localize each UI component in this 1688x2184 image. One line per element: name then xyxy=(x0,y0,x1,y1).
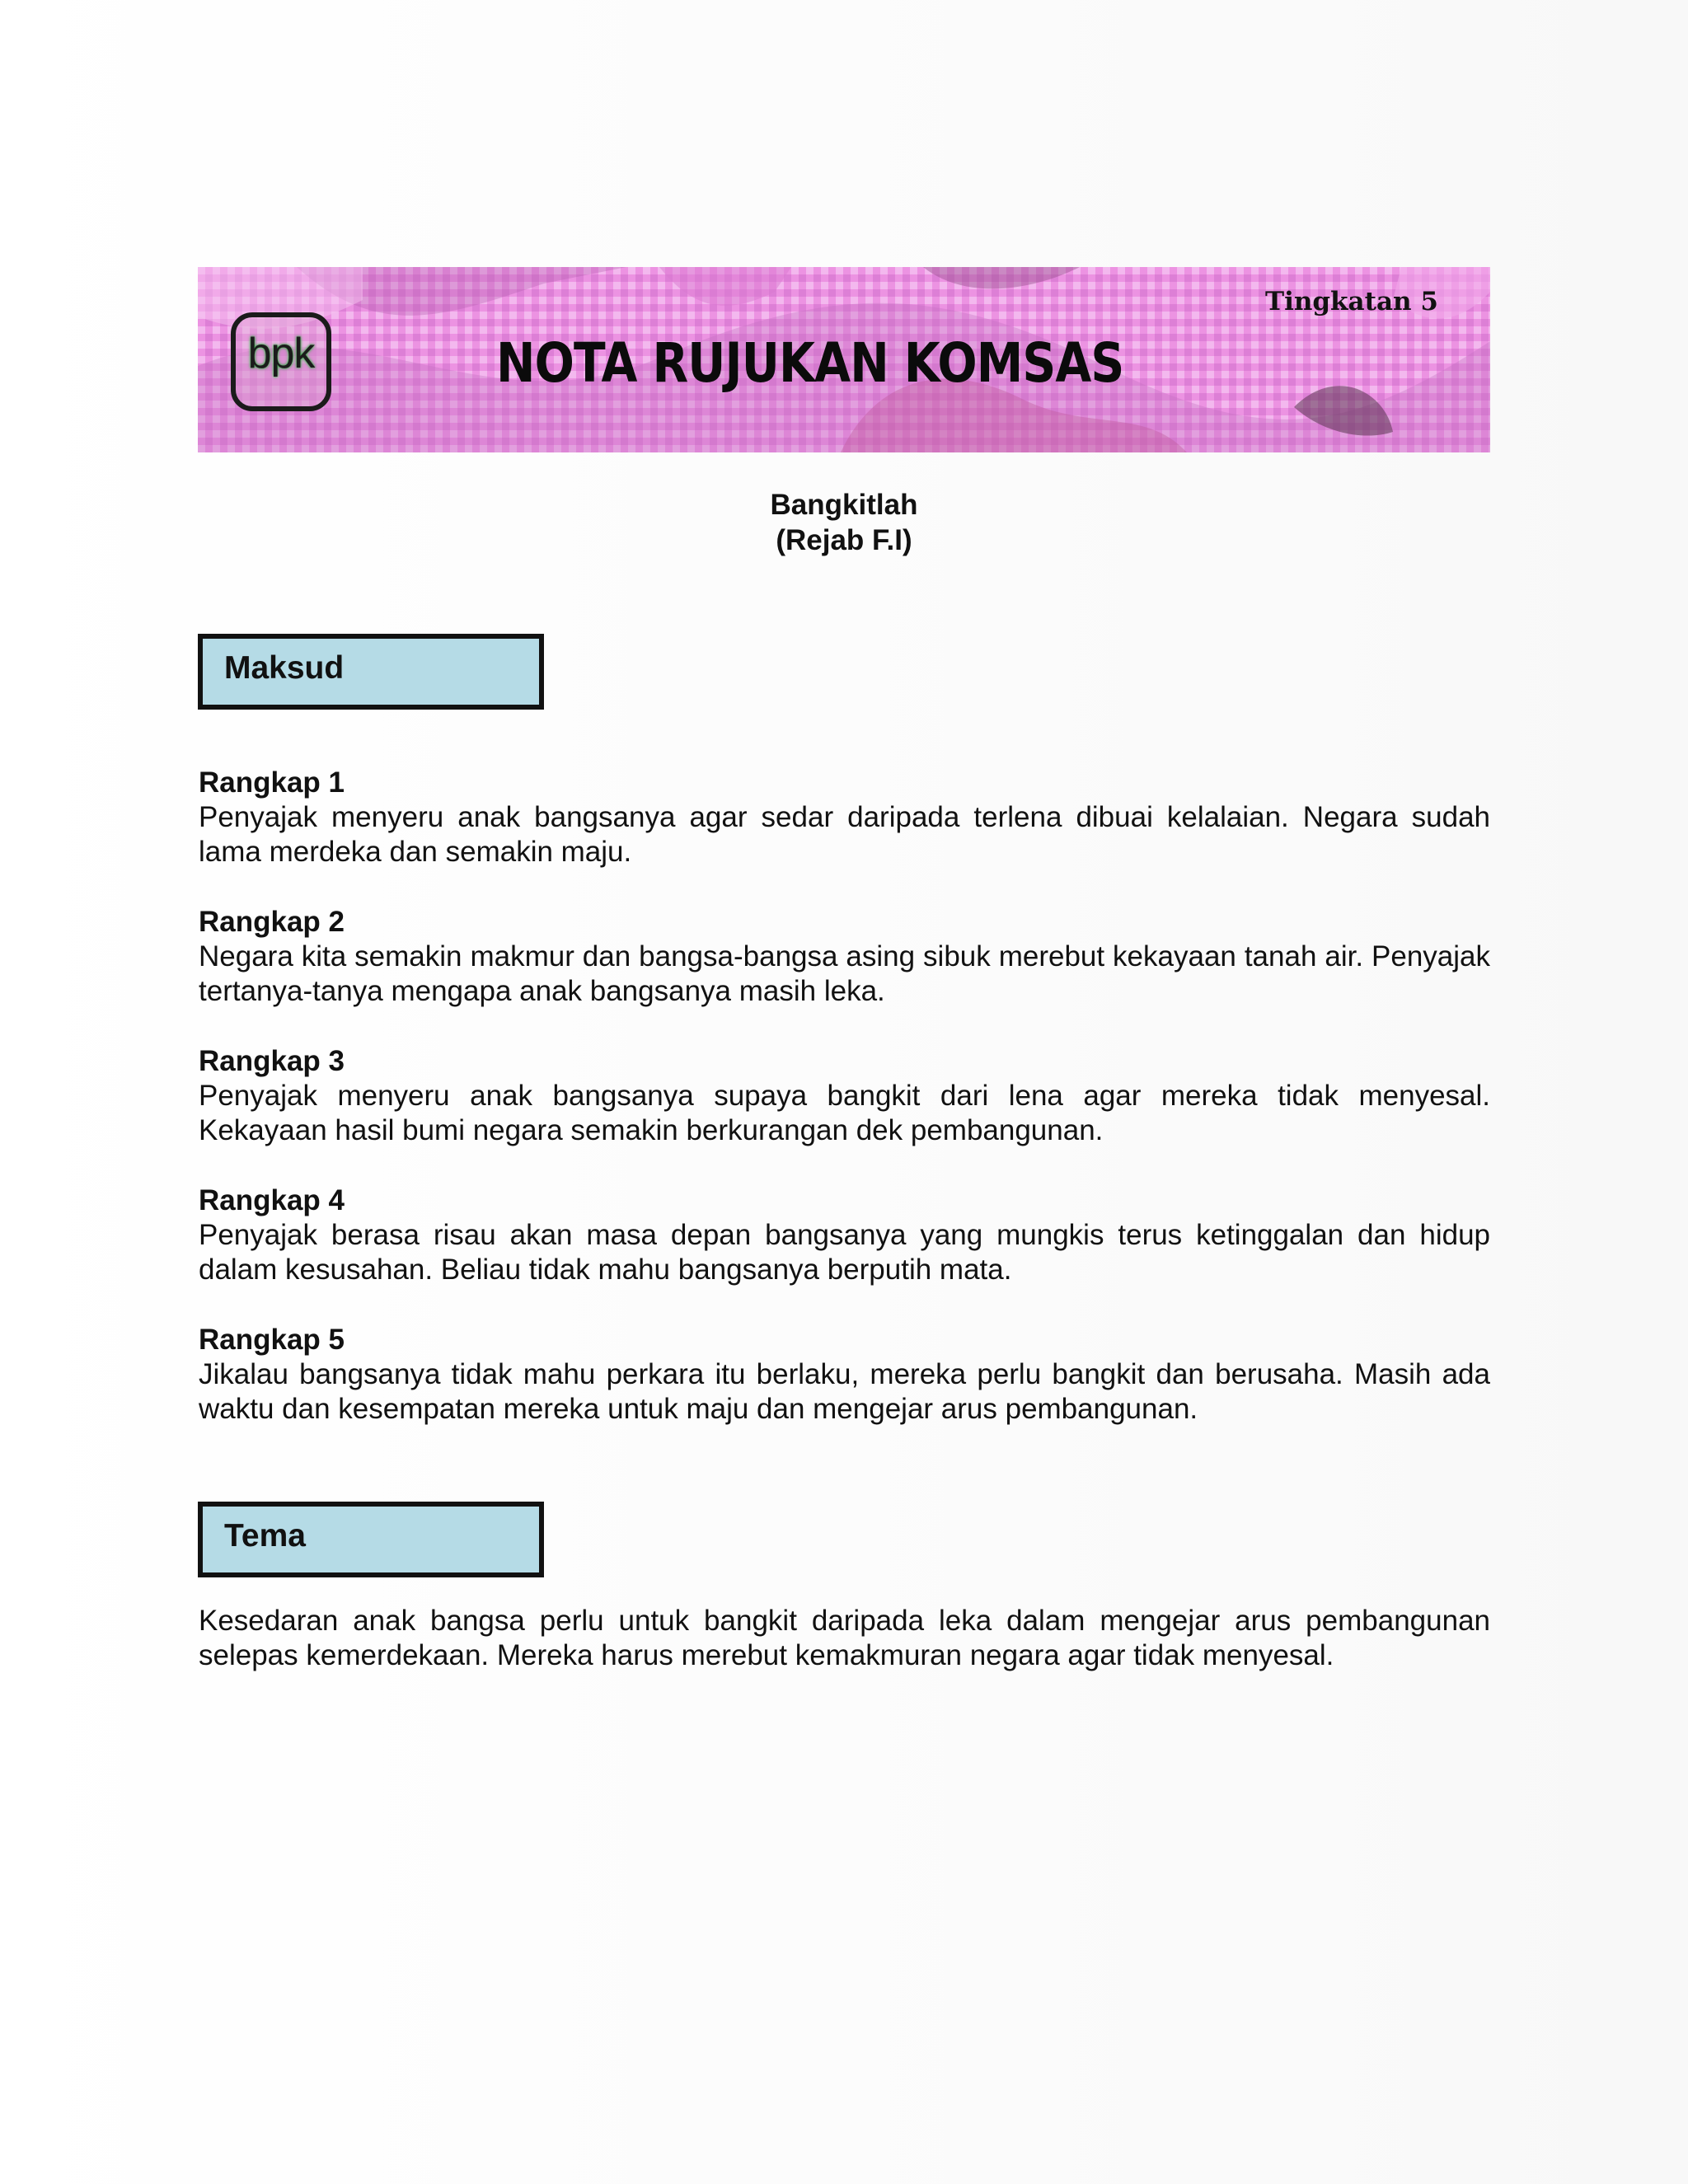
section-heading-tema xyxy=(198,1502,544,1577)
banner-title: NOTA RUJUKAN KOMSAS xyxy=(496,331,1124,395)
stanza-4-text: Penyajak berasa risau akan masa depan bangsanya yang mungkis terus ketinggalan dan hidup dalam kesusahan. Beliau tidak mahu bangsanya berputih mata. xyxy=(199,1219,1490,1286)
logo-text: bpk xyxy=(247,330,315,377)
banner-form-label: Tingkatan 5 xyxy=(1265,287,1438,316)
stanza-1-label: Rangkap 1 xyxy=(199,766,345,799)
stanza-4-label: Rangkap 4 xyxy=(199,1184,345,1216)
section-heading-label: Maksud xyxy=(224,650,345,686)
stanza-5-text: Jikalau bangsanya tidak mahu perkara itu berlaku, mereka perlu bangkit dan berusaha. Masih ada waktu dan kesempatan mereka untuk maju dan mengejar arus pembangunan. xyxy=(199,1358,1490,1425)
stanza-2-label: Rangkap 2 xyxy=(199,906,345,938)
stanza-5-label: Rangkap 5 xyxy=(199,1324,345,1356)
section-heading-maksud xyxy=(198,634,544,710)
poem-author: (Rejab F.I) xyxy=(776,524,912,556)
header-banner xyxy=(198,267,1490,452)
stanza-3-label: Rangkap 3 xyxy=(199,1045,345,1077)
stanza-1-text: Penyajak menyeru anak bangsanya agar sedar daripada terlena dibuai kelalaian. Negara sudah lama merdeka dan semakin maju. xyxy=(199,801,1490,868)
stanza-2-text: Negara kita semakin makmur dan bangsa-bangsa asing sibuk merebut kekayaan tanah air. Penyajak tertanya-tanya mengapa anak bangsanya masih leka. xyxy=(199,940,1490,1007)
bpk-logo-icon xyxy=(231,312,331,411)
section-heading-label: Tema xyxy=(224,1518,306,1554)
tema-text: Kesedaran anak bangsa perlu untuk bangkit daripada leka dalam mengejar arus pembangunan selepas kemerdekaan. Mereka harus merebut kemakmuran negara agar tidak menyesal. xyxy=(199,1605,1490,1671)
poem-title: Bangkitlah xyxy=(770,489,918,521)
stanza-3-text: Penyajak menyeru anak bangsanya supaya bangkit dari lena agar mereka tidak menyesal. Kekayaan hasil bumi negara semakin berkurangan dek pembangunan. xyxy=(199,1080,1490,1146)
